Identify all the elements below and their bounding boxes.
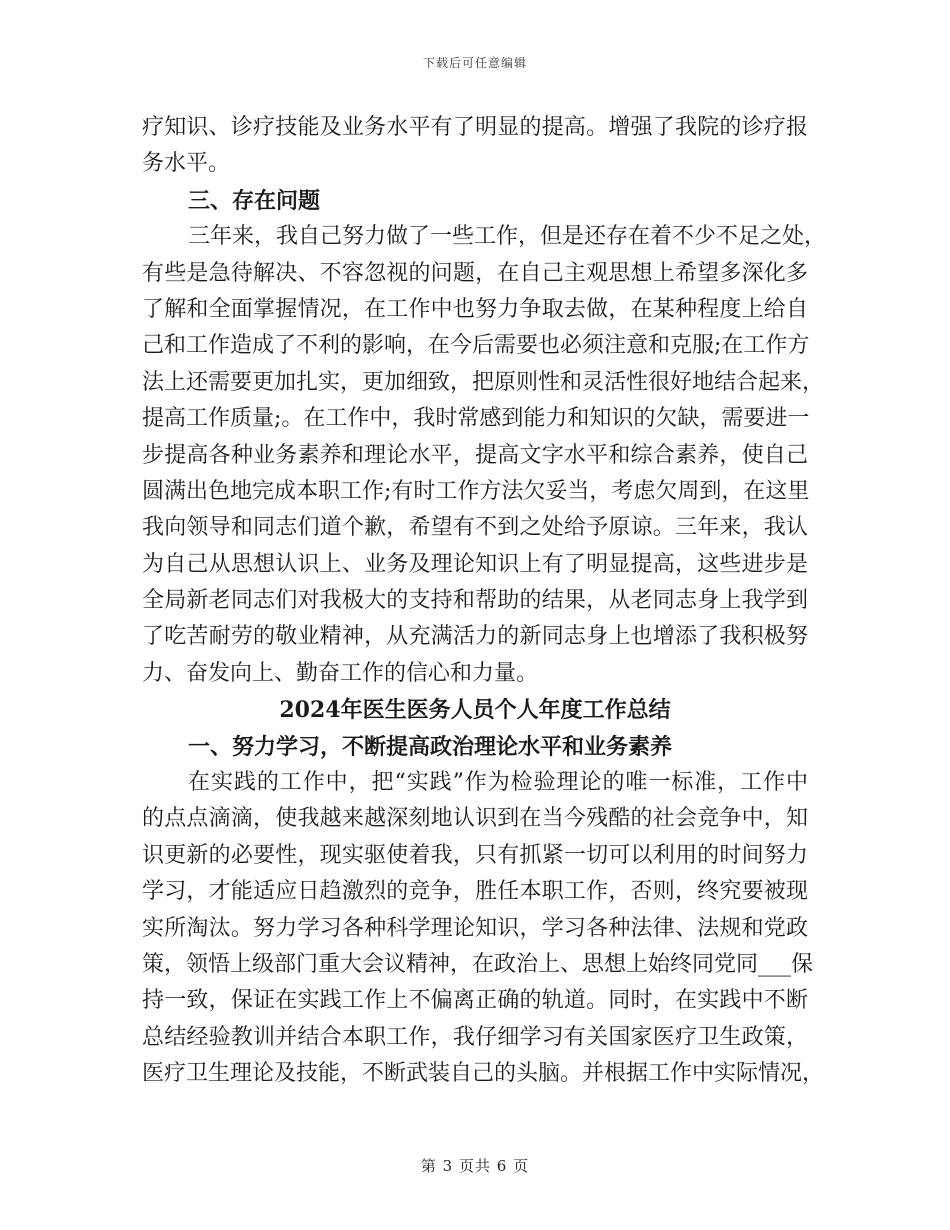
paragraph-line: 医疗卫生理论及技能，不断武装自己的头脑。并根据工作中实际情况， xyxy=(142,1061,825,1087)
paragraph-line: 疗知识、诊疗技能及业务水平有了明显的提高。增强了我院的诊疗报 xyxy=(142,115,808,140)
paragraph-line: 三年来，我自己努力做了一些工作，但是还存在着不少不足之处， xyxy=(188,224,827,250)
paragraph-line: 步提高各种业务素养和理论水平，提高文字水平和综合素养，使自己 xyxy=(142,442,808,468)
paragraph-line: 务水平。 xyxy=(142,151,231,177)
paragraph-line: 识更新的必要性，现实驱使着我，只有抓紧一切可以利用的时间努力 xyxy=(142,842,808,868)
paragraph-line: 圆满出色地完成本职工作;有时工作方法欠妥当，考虑欠周到，在这里 xyxy=(142,478,810,504)
document-body xyxy=(142,110,827,1093)
paragraph-line: 了吃苦耐劳的敬业精神，从充满活力的新同志身上也增添了我积极努 xyxy=(142,624,808,650)
paragraph-line: 的点点滴滴，使我越来越深刻地认识到在当今残酷的社会竞争中，知 xyxy=(142,806,808,832)
paragraph-line: 实所淘汰。努力学习各种科学理论知识，学习各种法律、法规和党政 xyxy=(142,915,808,941)
paragraph-line: 力、奋发向上、勤奋工作的信心和力量。 xyxy=(142,660,539,686)
document-title: 2024年医生医务人员个人年度工作总结 xyxy=(279,697,671,724)
paragraph-line: 策，领悟上级部门重大会议精神，在政治上、思想上始终同党同___保 xyxy=(142,951,814,977)
paragraph-line: 提高工作质量;。在工作中，我时常感到能力和知识的欠缺，需要进一 xyxy=(142,406,810,432)
paragraph-line: 了解和全面掌握情况，在工作中也努力争取去做，在某种程度上给自 xyxy=(142,296,808,322)
paragraph-line: 全局新老同志们对我极大的支持和帮助的结果，从老同志身上我学到 xyxy=(142,588,808,614)
paragraph-line: 己和工作造成了不利的影响，在今后需要也必须注意和克服;在工作方 xyxy=(142,333,810,359)
paragraph-line: 在实践的工作中，把“实践”作为检验理论的唯一标准，工作中 xyxy=(188,770,808,796)
paragraph-line: 总结经验教训并结合本职工作，我仔细学习有关国家医疗卫生政策， xyxy=(142,1024,808,1050)
paragraph-line: 学习，才能适应日趋激烈的竞争，胜任本职工作，否则，终究要被现 xyxy=(142,879,808,905)
page-footer: 第 3 页共 6 页 xyxy=(420,1157,530,1175)
section-heading: 一、努力学习，不断提高政治理论水平和业务素养 xyxy=(188,733,673,760)
paragraph-line: 为自己从思想认识上、业务及理论知识上有了明显提高，这些进步是 xyxy=(142,551,808,577)
section-heading: 三、存在问题 xyxy=(188,187,321,214)
paragraph-line: 持一致，保证在实践工作上不偏离正确的轨道。同时，在实践中不断 xyxy=(142,988,808,1014)
paragraph-line: 法上还需要更加扎实，更加细致，把原则性和灵活性很好地结合起来， xyxy=(142,369,825,395)
paragraph-line: 我向领导和同志们道个歉，希望有不到之处给予原谅。三年来，我认 xyxy=(142,515,808,541)
paragraph-line: 有些是急待解决、不容忽视的问题，在自己主观思想上希望多深化多 xyxy=(142,260,808,286)
page-header: 下载后可任意编辑 xyxy=(422,56,527,70)
